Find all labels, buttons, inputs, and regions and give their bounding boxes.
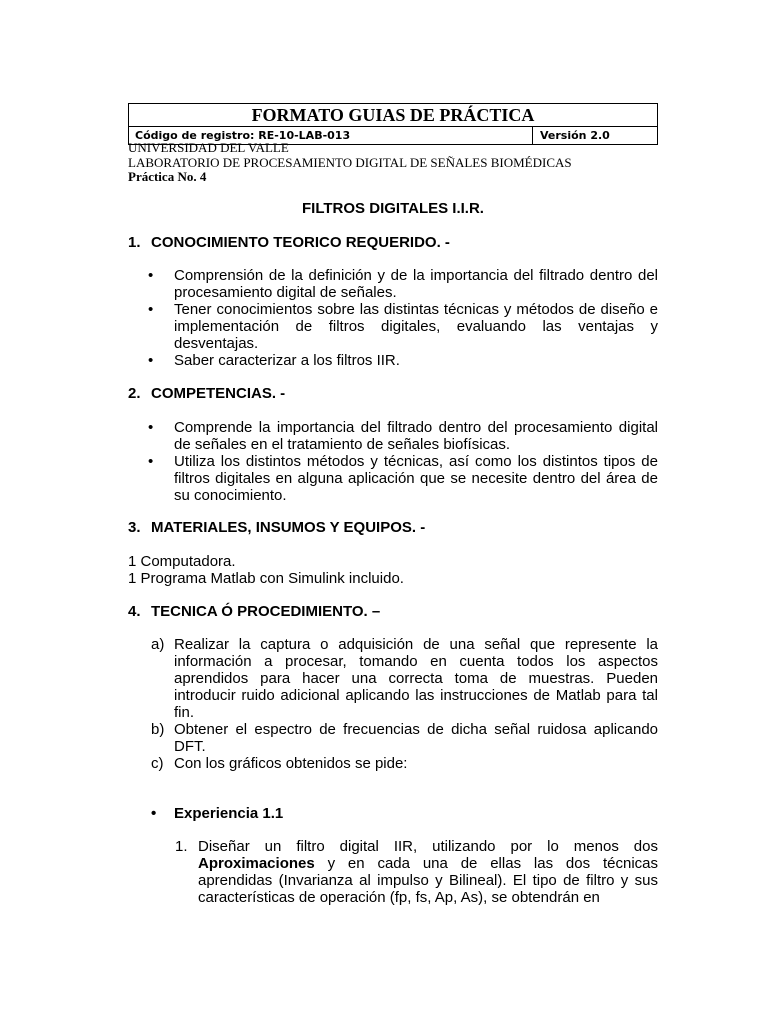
bullet-icon: • bbox=[148, 301, 154, 318]
list-item bbox=[128, 419, 658, 453]
section-title: COMPETENCIAS. - bbox=[151, 385, 286, 402]
list-item bbox=[128, 352, 658, 369]
bullet-icon: • bbox=[148, 352, 154, 369]
list-item bbox=[151, 755, 658, 772]
list-item-text: Utiliza los distintos métodos y técnicas, así como los distintos tipos de filtros digitales en alguna aplicación que se necesite dentro del área de su conocimiento. bbox=[174, 453, 658, 504]
competencies-list bbox=[128, 419, 658, 504]
material-item: 1 Computadora. bbox=[128, 553, 236, 570]
university-name: UNIVERSIDAD DEL VALLE bbox=[128, 140, 289, 155]
bullet-icon: • bbox=[148, 453, 154, 470]
section-number: 1. bbox=[128, 234, 141, 251]
header-title: FORMATO GUIAS DE PRÁCTICA bbox=[129, 104, 657, 127]
list-item bbox=[151, 721, 658, 755]
list-item bbox=[128, 267, 658, 301]
version-label: Versión 2.0 bbox=[540, 129, 610, 142]
section-heading-1 bbox=[128, 234, 450, 251]
lab-name: LABORATORIO DE PROCESAMIENTO DIGITAL DE SEÑALES BIOMÉDICAS bbox=[128, 155, 572, 170]
section-title: TECNICA Ó PROCEDIMIENTO. – bbox=[151, 603, 381, 620]
item-text-bold: Aproximaciones bbox=[198, 855, 315, 872]
section-number: 3. bbox=[128, 519, 141, 536]
bullet-icon: • bbox=[148, 419, 154, 436]
step-label: c) bbox=[151, 755, 164, 772]
list-item bbox=[175, 838, 658, 906]
list-item bbox=[128, 301, 658, 352]
section-heading-4 bbox=[128, 603, 380, 620]
document-title: FILTROS DIGITALES I.I.R. bbox=[302, 200, 484, 217]
registration-code: Código de registro: RE-10-LAB-013 bbox=[129, 127, 533, 144]
section-number: 2. bbox=[128, 385, 141, 402]
bullet-icon: • bbox=[148, 267, 154, 284]
step-label: b) bbox=[151, 721, 165, 738]
experience-list bbox=[175, 838, 658, 906]
list-item bbox=[151, 636, 658, 721]
knowledge-list bbox=[128, 267, 658, 369]
item-text-part: y en cada una de ellas las dos técnicas aprendidas (Invarianza al impulso y Bilineal). El tipo de filtro y sus características de operación (fp, fs, Ap, As), se obtendrán en bbox=[198, 855, 658, 906]
item-number: 1. bbox=[175, 838, 188, 855]
section-heading-3 bbox=[128, 519, 425, 536]
list-item-text: Comprende la importancia del filtrado dentro del procesamiento digital de señales en el tratamiento de señales biofísicas. bbox=[174, 419, 658, 453]
header-table bbox=[128, 103, 658, 145]
step-text: Obtener el espectro de frecuencias de dicha señal ruidosa aplicando DFT. bbox=[174, 721, 658, 755]
practice-number: Práctica No. 4 bbox=[128, 169, 207, 184]
section-title: MATERIALES, INSUMOS Y EQUIPOS. - bbox=[151, 519, 426, 536]
bullet-icon: • bbox=[151, 805, 157, 822]
list-item-text: Comprensión de la definición y de la importancia del filtrado dentro del procesamiento digital de señales. bbox=[174, 267, 658, 301]
step-label: a) bbox=[151, 636, 165, 653]
experience-title: Experiencia 1.1 bbox=[174, 805, 284, 822]
section-title: CONOCIMIENTO TEORICO REQUERIDO. - bbox=[151, 234, 450, 251]
material-item: 1 Programa Matlab con Simulink incluido. bbox=[128, 570, 404, 587]
step-text: Realizar la captura o adquisición de una señal que represente la información a procesar, tomando en cuenta todos los aspectos aprendidos para hacer una correcta toma de muestras. Pueden introducir ruido adicional aplicando las instrucciones de Matlab para tal fin. bbox=[174, 636, 658, 721]
section-heading-2 bbox=[128, 385, 285, 402]
step-text: Con los gráficos obtenidos se pide: bbox=[174, 755, 408, 772]
list-item-text: Saber caracterizar a los filtros IIR. bbox=[174, 352, 400, 369]
item-text-part: Diseñar un filtro digital IIR, utilizando por lo menos dos bbox=[198, 838, 658, 855]
section-number: 4. bbox=[128, 603, 141, 620]
list-item-text: Tener conocimientos sobre las distintas técnicas y métodos de diseño e implementación de filtros digitales, evaluando las ventajas y desventajas. bbox=[174, 301, 658, 352]
procedure-list bbox=[151, 636, 658, 772]
list-item bbox=[128, 453, 658, 504]
item-text bbox=[198, 838, 658, 906]
experience-heading bbox=[151, 805, 658, 822]
